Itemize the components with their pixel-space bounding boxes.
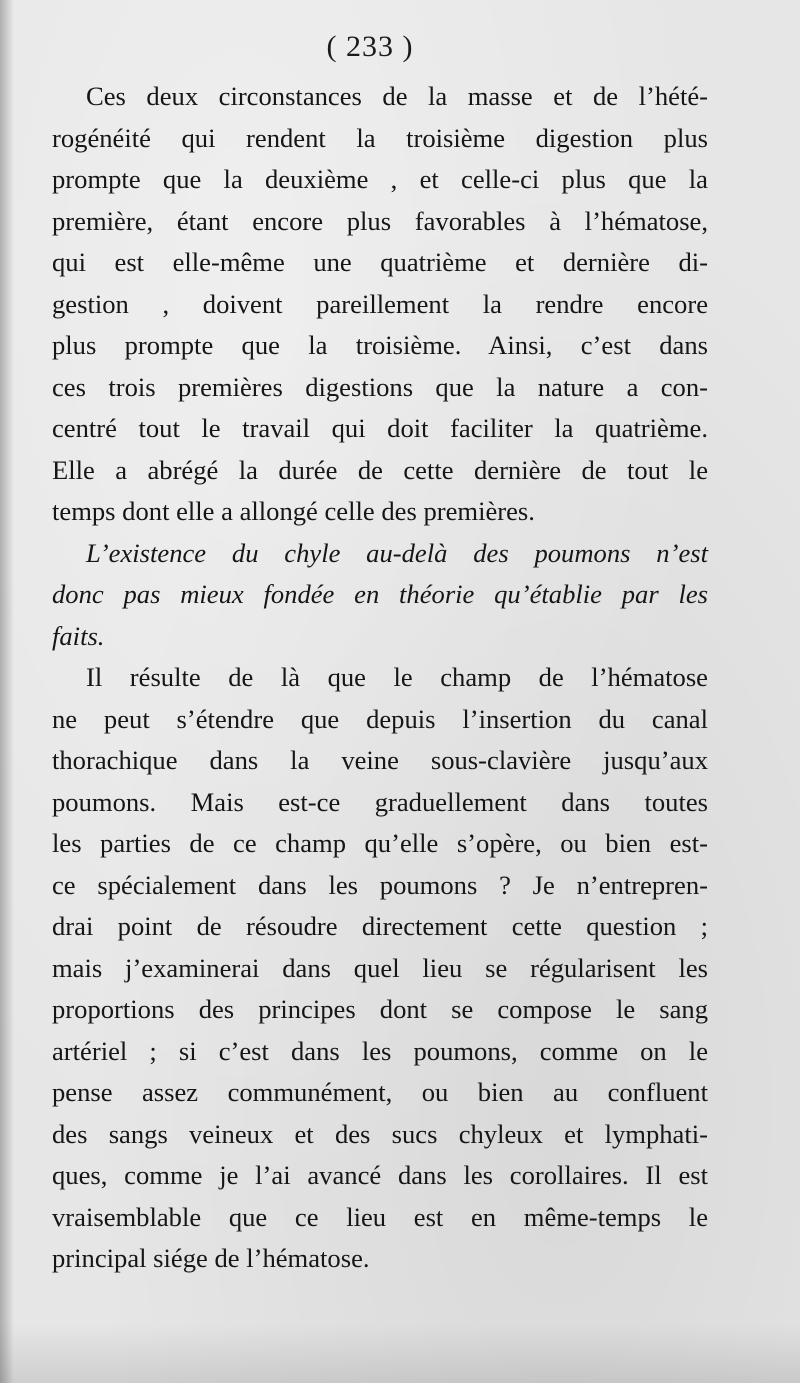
- text-line: centré tout le travail qui doit faciliter la quatrième.: [52, 413, 708, 443]
- text-line: mais j’examinerai dans quel lieu se régularisent les: [52, 952, 708, 983]
- text-line: drai point de résoudre directement cette question ;: [52, 911, 708, 941]
- text-line: Il résulte de là que le champ de l’hématose: [86, 662, 708, 692]
- text-line-italic: donc pas mieux fondée en théorie qu’établie par les: [52, 579, 708, 609]
- text-line: ne peut s’étendre que depuis l’insertion du canal: [52, 703, 708, 734]
- text-line: Elle a abrégé la durée de cette dernière de tout le: [52, 454, 708, 485]
- text-line: proportions des principes dont se compose le sang: [52, 994, 708, 1024]
- text-line: artériel ; si c’est dans les poumons, comme on le: [52, 1035, 708, 1066]
- text-line: rogénéité qui rendent la troisième digestion plus: [52, 122, 708, 153]
- page-shadow-left: [0, 0, 14, 1383]
- text-line: qui est elle-même une quatrième et dernière di-: [52, 247, 708, 277]
- text-line: ce spécialement dans les poumons ? Je n’entrepren-: [52, 869, 708, 900]
- text-line: temps dont elle a allongé celle des premières.: [52, 496, 535, 526]
- text-line: ques, comme je l’ai avancé dans les corollaires. Il est: [52, 1160, 708, 1190]
- text-line: première, étant encore plus favorables à l’hématose,: [52, 205, 708, 236]
- text-line: des sangs veineux et des sucs chyleux et lymphati-: [52, 1118, 708, 1149]
- page-number: ( 233 ): [326, 30, 414, 63]
- text-line: Ces deux circonstances de la masse et de l’hété-: [86, 81, 708, 111]
- text-line: prompte que la deuxième , et celle-ci plus que la: [52, 164, 708, 194]
- text-line-italic: faits.: [52, 620, 105, 651]
- text-line: poumons. Mais est-ce graduellement dans toutes: [52, 786, 708, 817]
- text-line: principal siége de l’hématose.: [52, 1243, 370, 1273]
- text-line: les parties de ce champ qu’elle s’opère, ou bien est-: [52, 828, 708, 858]
- text-line: pense assez communément, ou bien au confluent: [52, 1077, 708, 1107]
- body-text: [52, 76, 708, 1280]
- text-line: gestion , doivent pareillement la rendre encore: [52, 288, 708, 319]
- text-line: thorachique dans la veine sous-clavière jusqu’aux: [52, 745, 708, 775]
- text-line: plus prompte que la troisième. Ainsi, c’est dans: [52, 330, 708, 360]
- text-line: ces trois premières digestions que la nature a con-: [52, 371, 708, 402]
- page-shadow-bottom: [0, 1323, 800, 1383]
- text-line: vraisemblable que ce lieu est en même-temps le: [52, 1201, 708, 1232]
- text-line-italic: L’existence du chyle au-delà des poumons n’est: [86, 537, 708, 568]
